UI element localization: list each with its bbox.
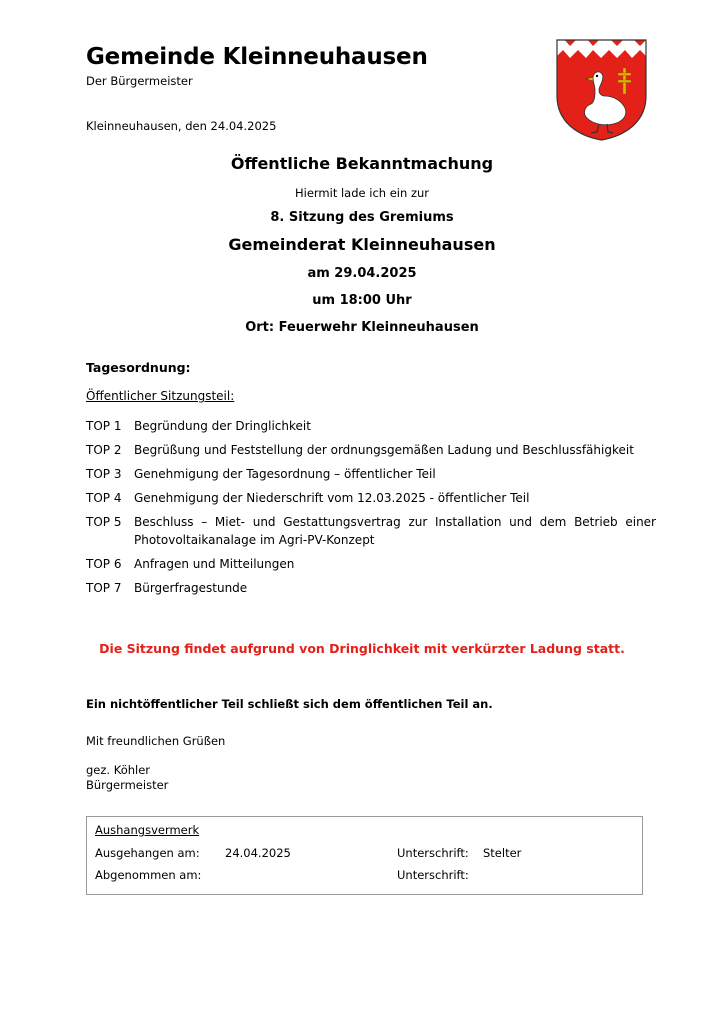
agenda-item-number: TOP 1 [86, 419, 122, 433]
invite-text: Hiermit lade ich ein zur [294, 186, 429, 200]
signature-name: gez. Köhler [86, 763, 151, 777]
session-location: Ort: Feuerwehr Kleinneuhausen [245, 320, 479, 335]
agenda-item [86, 417, 656, 435]
agenda-item [86, 489, 656, 507]
agenda-item-text: Anfragen und Mitteilungen [134, 557, 295, 571]
posted-date-value: 24.04.2025 [225, 846, 291, 860]
public-part-heading: Öffentlicher Sitzungsteil: [86, 389, 235, 403]
agenda-item-text: Bürgerfragestunde [134, 581, 248, 595]
agenda-item-number: TOP 2 [86, 443, 122, 457]
session-date: am 29.04.2025 [307, 266, 417, 281]
agenda-item-number: TOP 6 [86, 557, 122, 571]
agenda-item [86, 441, 656, 459]
coat-of-arms-goose-icon [555, 38, 648, 142]
agenda-item-number: TOP 3 [86, 467, 122, 481]
agenda-item [86, 465, 656, 483]
posted-date-label: Ausgehangen am: [95, 846, 200, 860]
agenda-item-text: Begrüßung und Feststellung der ordnungsgemäßen Ladung und Beschlussfähigkeit [134, 443, 634, 457]
organization-name: Gemeinde Kleinneuhausen [86, 44, 428, 70]
agenda-item-text: Genehmigung der Tagesordnung – öffentlicher Teil [134, 467, 436, 481]
signature-label: Unterschrift: [397, 868, 469, 882]
session-title: 8. Sitzung des Gremiums [270, 210, 454, 225]
agenda-title: Tagesordnung: [86, 360, 191, 375]
posting-record-box [86, 816, 643, 895]
signature-value: Stelter [483, 846, 522, 860]
posting-title: Aushangsvermerk [95, 823, 200, 837]
agenda-item-number: TOP 4 [86, 491, 122, 505]
agenda-item-text: Beschluss – Miet- und Gestattungsvertrag zur Installation und dem Betrieb einer Photovoltaikanalage im Agri-PV-Konzept [134, 515, 656, 547]
urgency-notice: Die Sitzung findet aufgrund von Dringlichkeit mit verkürzter Ladung statt. [99, 641, 625, 656]
nonpublic-note: Ein nichtöffentlicher Teil schließt sich dem öffentlichen Teil an. [86, 697, 493, 711]
committee-name: Gemeinderat Kleinneuhausen [228, 235, 496, 254]
agenda-item-number: TOP 5 [86, 515, 122, 529]
agenda-item-text: Genehmigung der Niederschrift vom 12.03.2025 - öffentlicher Teil [134, 491, 530, 505]
place-and-date: Kleinneuhausen, den 24.04.2025 [86, 119, 277, 133]
agenda-item [86, 579, 656, 597]
agenda-item [86, 513, 656, 549]
organization-subtitle: Der Bürgermeister [86, 74, 193, 88]
agenda-item [86, 555, 656, 573]
notice-heading: Öffentliche Bekanntmachung [230, 154, 494, 173]
agenda-item-number: TOP 7 [86, 581, 122, 595]
closing-greeting: Mit freundlichen Grüßen [86, 734, 226, 748]
signature-role: Bürgermeister [86, 778, 169, 792]
session-time: um 18:00 Uhr [312, 293, 412, 308]
agenda-item-text: Begründung der Dringlichkeit [134, 419, 311, 433]
agenda-list [86, 417, 656, 603]
removed-date-label: Abgenommen am: [95, 868, 202, 882]
signature-label: Unterschrift: [397, 846, 469, 860]
